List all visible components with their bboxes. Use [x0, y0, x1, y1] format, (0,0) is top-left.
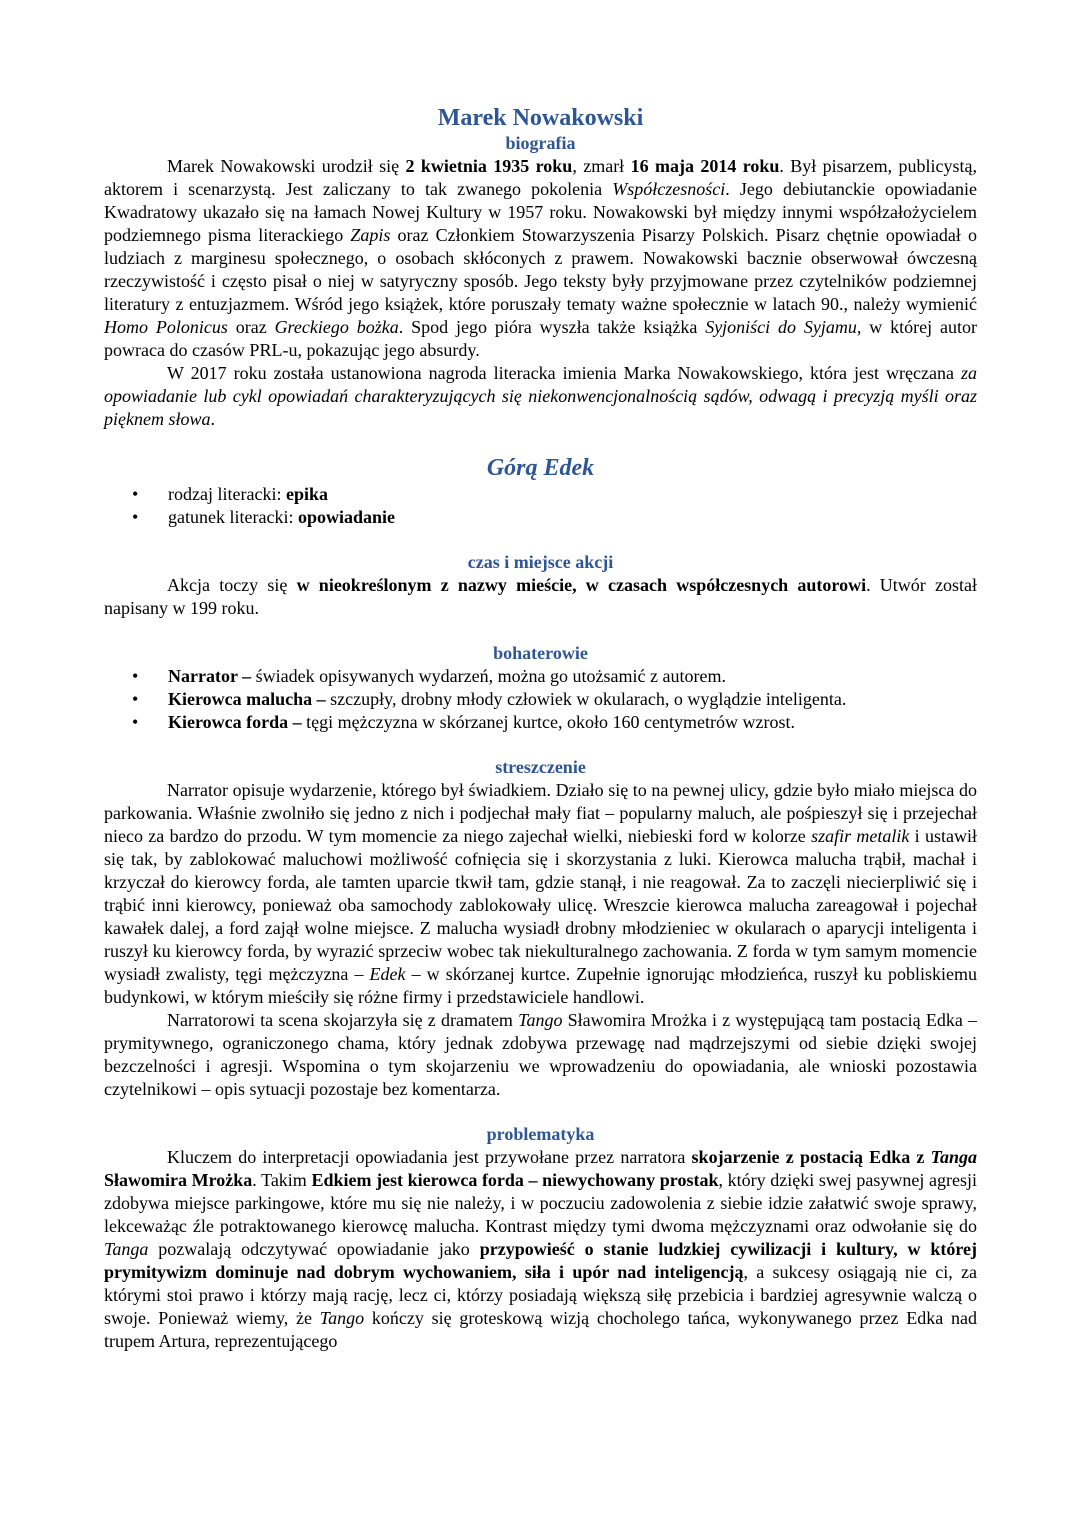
- text-run: Zapis: [350, 225, 391, 245]
- text-run: Sławomira Mrożka: [104, 1170, 253, 1190]
- biography-paragraph-2: [104, 362, 977, 431]
- text-run: oraz: [227, 317, 275, 337]
- text-run: skojarzenie z postacią Edka z: [691, 1147, 931, 1167]
- text-run: szafir metalik: [811, 826, 910, 846]
- summary-paragraph-2: [104, 1009, 977, 1101]
- text-run: , który dzięki swej pasywnej agresji zdobywa miejsce parkingowe, które mu się nie należy, i w poczuciu zadowolenia z siebie idzie załatwić swoje sprawy, lekceważąc źle potraktowanego kierowcę malucha. Kontrast między tymi dwoma mężczyznami oraz odwołanie się do: [104, 1170, 978, 1236]
- text-run: Marek Nowakowski urodził się: [167, 156, 406, 176]
- section-heading-problems: problematyka: [486, 1124, 595, 1144]
- work-facts-list: [104, 483, 977, 529]
- text-run: . Takim: [252, 1170, 312, 1190]
- text-run: Narrator opisuje wydarzenie, którego był świadkiem. Działo się to na pewnej ulicy, gdzie było miało miejsca do parkowania. Właśnie zwolniło się jedno z nich i podjechał mały fiat – popularny maluch, ale pośpieszył się i przejechał nieco za bardzo do przodu. W tym momencie za niego zajechał wielki, niebieski ford w kolorze: [104, 780, 977, 846]
- fact-genre: [168, 507, 395, 527]
- fact-genre-kind: [168, 484, 328, 504]
- character-narrator: [168, 666, 726, 686]
- text-run: Tango: [319, 1308, 365, 1328]
- text-run: rodzaj literacki:: [168, 484, 286, 504]
- text-run: Syjoniści do Syjamu: [705, 317, 857, 337]
- text-run: gatunek literacki:: [168, 507, 298, 527]
- text-run: . Spod jego pióra wyszła także książka: [398, 317, 706, 337]
- text-run: Edek: [369, 964, 406, 984]
- characters-list: [104, 665, 977, 734]
- list-item: [104, 483, 977, 506]
- bullet-icon: •: [132, 712, 139, 732]
- text-run: , w której autor powraca do czasów PRL-u, pokazując jego absurdy.: [104, 317, 977, 360]
- section-heading-characters: bohaterowie: [493, 643, 588, 663]
- bullet-icon: •: [132, 484, 139, 504]
- document-page: [104, 104, 977, 1353]
- text-run: Kluczem do interpretacji opowiadania jest przywołane przez narratora: [167, 1147, 692, 1167]
- text-run: szczupły, drobny młody człowiek w okularach, o wyglądzie inteligenta.: [330, 689, 847, 709]
- list-item: [104, 506, 977, 529]
- work-title: Górą Edek: [486, 455, 595, 481]
- text-run: Greckiego bożka: [274, 317, 399, 337]
- character-maluch-driver: [168, 689, 846, 709]
- bullet-icon: •: [132, 666, 139, 686]
- text-run: i ustawił się tak, by zablokować maluchowi możliwość cofnięcia się i skorzystania z luki. Kierowca malucha trąbił, machał i krzyczał do kierowcy forda, ale tamten uparcie tkwił tam, gdzie stanął, i nie reagował. Za to zaczęli niecierpliwić się i trąbić inni kierowcy, ponieważ oba samochody zablokowały ulicę. Wreszcie kierowca malucha zareagował i pojechał kawałek dalej, a ford zajął wolne miejsce. Z malucha wysiadł drobny młodzieniec w okularach o aparycji inteligenta i ruszył ku kierowcy forda, by wyrazić sprzeciw wobec tak niekulturalnego zachowania. Z forda w tym samym momencie wysiadł zwalisty, tęgi mężczyzna –: [104, 826, 977, 984]
- character-ford-driver: [168, 712, 795, 732]
- list-item: [104, 688, 977, 711]
- problems-paragraph-1: [104, 1146, 977, 1353]
- text-run: pozwalają odczytywać opowiadanie jako: [148, 1239, 480, 1259]
- text-run: . Jego debiutanckie opowiadanie Kwadratowy ukazało się na łamach Nowej Kultury w 1957 roku. Nowakowski był między innymi współzałożycielem podziemnego pisma literackiego: [104, 179, 977, 245]
- text-run: 16 maja 2014 roku: [630, 156, 780, 176]
- list-item: [104, 711, 977, 734]
- text-run: kończy się groteskową wizją chocholego tańca, wykonywanego przez Edka nad trupem Artura, reprezentującego: [104, 1308, 977, 1351]
- text-run: 2 kwietnia 1935 roku: [405, 156, 573, 176]
- text-run: Tanga: [930, 1147, 978, 1167]
- biography-paragraph-1: [104, 155, 977, 362]
- text-run: W 2017 roku została ustanowiona nagroda literacka imienia Marka Nowakowskiego, która jest wręczana: [167, 363, 961, 383]
- text-run: Akcja toczy się: [167, 575, 297, 595]
- text-run: epika: [285, 484, 328, 504]
- text-run: Narratorowi ta scena skojarzyła się z dramatem: [167, 1010, 519, 1030]
- setting-paragraph: [104, 574, 977, 620]
- text-run: .: [210, 409, 215, 429]
- bullet-icon: •: [132, 507, 139, 527]
- text-run: tęgi mężczyzna w skórzanej kurtce, około 160 centymetrów wzrost.: [306, 712, 795, 732]
- text-run: , a sukcesy osiągają nie ci, za którymi stoi prawo i którzy mają rację, lecz ci, którzy posiadają większą siłę przebicia i bardziej agresywnie walczą o swoje. Ponieważ wiemy, że: [104, 1262, 977, 1328]
- text-run: Współczesności: [612, 179, 726, 199]
- text-run: za opowiadanie lub cykl opowiadań charakteryzujących się niekonwencjonalnością sądów, odwagą i precyzją myśli oraz pięknem słowa: [104, 363, 977, 429]
- bullet-icon: •: [132, 689, 139, 709]
- section-heading-summary: streszczenie: [495, 757, 586, 777]
- text-run: . Był pisarzem, publicystą, aktorem i scenarzystą. Jest zaliczany to tak zwanego pokolenia: [104, 156, 978, 199]
- summary-paragraph-1: [104, 779, 977, 1009]
- text-run: – w skórzanej kurtce. Zupełnie ignorując młodzieńca, ruszył ku pobliskiemu budynkowi, w którym mieściły się różne firmy i przedstawiciele handlowi.: [104, 964, 977, 1007]
- text-run: oraz Członkiem Stowarzyszenia Pisarzy Polskich. Pisarz chętnie opowiadał o ludziach z marginesu społecznego, o osobach skłóconych z prawem. Nowakowski bacznie obserwował ówczesną rzeczywistość i często pisał o niej w satyryczny sposób. Jego teksty były przyjmowane przez czytelników podziemnej literatury z entuzjazmem. Wśród jego książek, które poruszały tematy ważne społecznie w latach 90., należy wymienić: [104, 225, 977, 314]
- text-run: Kierowca malucha –: [168, 689, 331, 709]
- text-run: Kierowca forda –: [168, 712, 307, 732]
- text-run: Narrator –: [168, 666, 256, 686]
- text-run: Sławomira Mrożka i z występującą tam postacią Edka – prymitywnego, ograniczonego chama, który jednak zdobywa przewagę nad mądrzejszymi od siebie dzięki swojej bezczelności i agresji. Wspomina o tym skojarzeniu we wprowadzeniu do opowiadania, ale wnioski pozostawia czytelnikowi – opis sytuacji pozostaje bez komentarza.: [104, 1010, 977, 1099]
- text-run: Edkiem jest kierowca forda – niewychowany prostak: [311, 1170, 719, 1190]
- text-run: przypowieść o stanie ludzkiej cywilizacji i kultury, w której prymitywizm dominuje nad dobrym wychowaniem, siła i upór nad inteligencją: [104, 1239, 978, 1282]
- text-run: Homo Polonicus: [104, 317, 228, 337]
- text-run: . Utwór został napisany w 199 roku.: [104, 575, 977, 618]
- list-item: [104, 665, 977, 688]
- text-run: Tango: [518, 1010, 563, 1030]
- author-title: Marek Nowakowski: [437, 105, 644, 131]
- text-run: Tanga: [104, 1239, 149, 1259]
- biography-subtitle: biografia: [505, 133, 576, 153]
- text-run: świadek opisywanych wydarzeń, można go utożsamić z autorem.: [255, 666, 726, 686]
- text-run: w nieokreślonym z nazwy mieście, w czasach współczesnych autorowi: [296, 575, 867, 595]
- section-heading-setting: czas i miejsce akcji: [467, 552, 614, 572]
- text-run: opowiadanie: [297, 507, 395, 527]
- text-run: , zmarł: [572, 156, 631, 176]
